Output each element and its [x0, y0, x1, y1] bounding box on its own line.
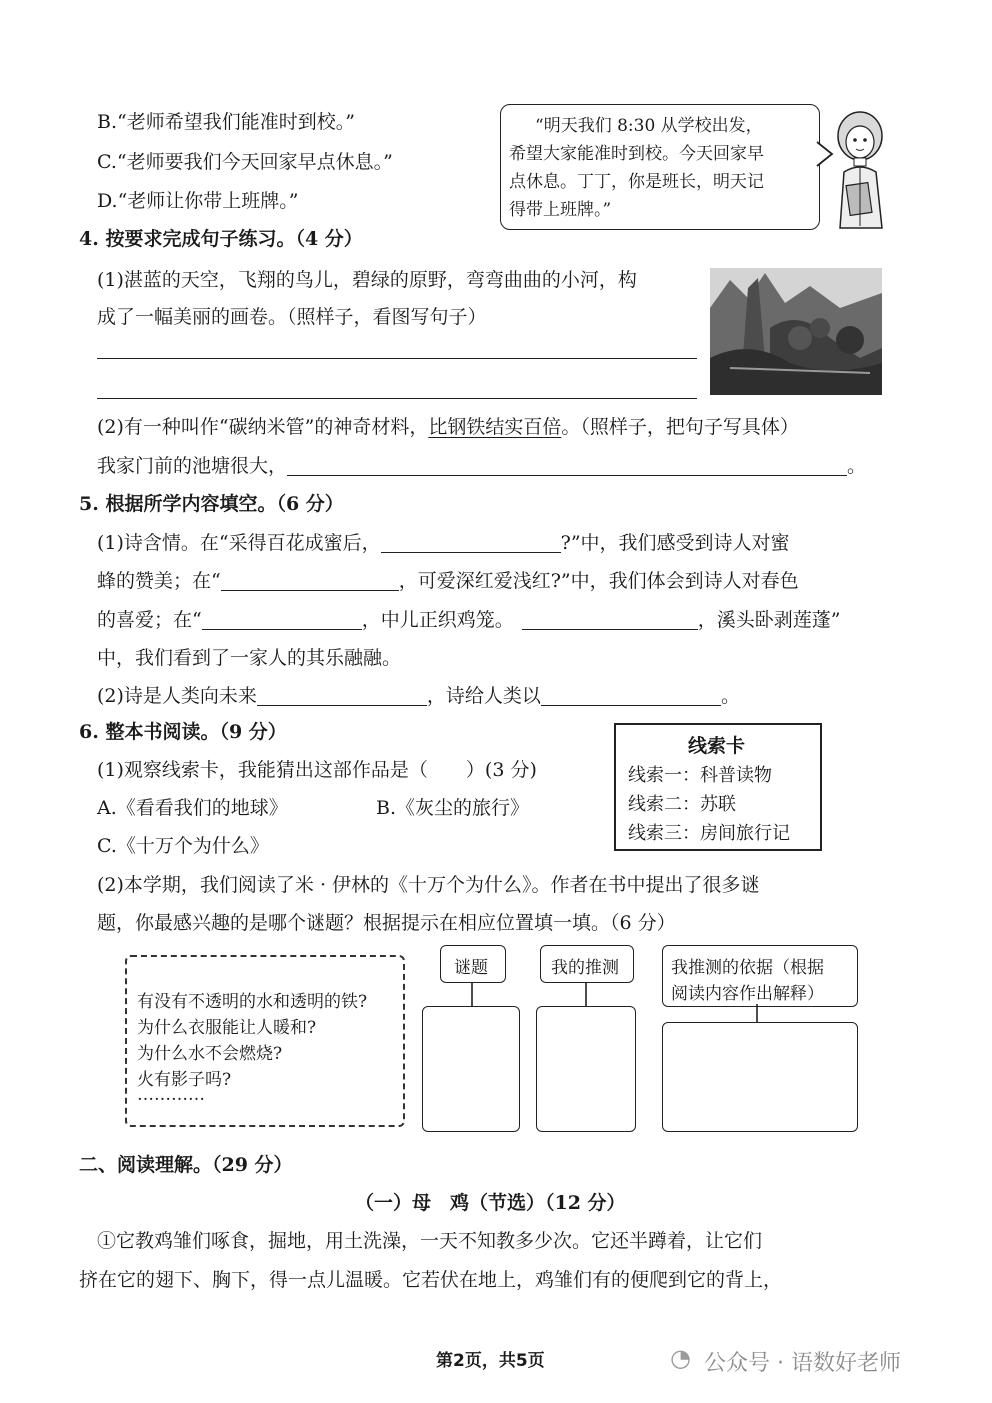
q4-part2-answer-row — [97, 451, 866, 478]
q5-l1-text-b: ?”中，我们感受到诗人对蜜 — [560, 532, 790, 554]
q5-l1-text-a: (1)诗含情。在“采得百花成蜜后， — [97, 532, 381, 554]
riddle-label: 谜题 — [454, 958, 488, 978]
riddle-list-box — [125, 955, 405, 1127]
option-d: D.“老师让你带上班牌。” — [97, 190, 299, 212]
q5-blank-3[interactable] — [202, 609, 362, 630]
q5-l3-text-c: ，溪头卧剥莲蓬” — [697, 609, 841, 631]
bubble-line-4: 得带上班牌。” — [509, 200, 612, 220]
page-number: 第2页，共5页 — [436, 1351, 545, 1371]
clue-item-1: 线索一：科普读物 — [628, 765, 772, 786]
q5-line-5 — [97, 681, 740, 708]
q5-blank-6[interactable] — [541, 685, 721, 706]
q4-part2-suffix: 。（照样子，把句子写具体） — [561, 416, 799, 438]
clue-card-title: 线索卡 — [688, 735, 746, 757]
bubble-line-2: 希望大家能准时到校。今天回家早 — [509, 144, 764, 164]
riddle-item-ellipsis: ………… — [137, 1085, 205, 1105]
bubble-line-3: 点休息。丁丁，你是班长，明天记 — [509, 172, 764, 192]
q5-line-1 — [97, 528, 790, 555]
q5-blank-2[interactable] — [221, 570, 399, 591]
q6-part2-line1: (2)本学期，我们阅读了米 · 伊林的《十万个为什么》。作者在书中提出了很多谜 — [97, 874, 760, 896]
q5-l3-text-b: ，中儿正织鸡笼。 — [361, 609, 514, 631]
bubble-line-1: “明天我们 8:30 从学校出发， — [535, 116, 763, 136]
q5-l5-text-a: (2)诗是人类向未来 — [97, 685, 257, 707]
q4-part1-line1: (1)湛蓝的天空，飞翔的鸟儿，碧绿的原野，弯弯曲曲的小河，构 — [97, 269, 637, 291]
option-c: C.“老师要我们今天回家早点休息。” — [97, 151, 393, 173]
q4-answer-line-2[interactable] — [97, 398, 697, 399]
guess-label-box — [540, 945, 634, 983]
q5-l5-text-c: 。 — [720, 685, 740, 707]
riddle-label-box — [440, 945, 506, 983]
q6-part2-line2: 题，你最感兴趣的是哪个谜题？根据提示在相应位置填一填。（6 分） — [97, 912, 676, 934]
clue-item-3: 线索三：房间旅行记 — [628, 823, 790, 844]
clue-card — [614, 723, 822, 851]
wechat-icon: ◔ — [670, 1344, 691, 1372]
q5-blank-5[interactable] — [257, 685, 427, 706]
passage-line-2: 挤在它的翅下、胸下，得一点儿温暖。它若伏在地上，鸡雏们有的便爬到它的背上， — [79, 1269, 783, 1291]
q4-part1-line2: 成了一幅美丽的画卷。（照样子，看图写句子） — [97, 306, 487, 328]
q5-blank-1[interactable] — [381, 532, 561, 553]
teacher-speech-bubble — [500, 104, 820, 230]
q5-title: 5. 根据所学内容填空。（6 分） — [79, 493, 344, 515]
riddle-item-1: 有没有不透明的水和透明的铁? — [137, 992, 368, 1012]
clue-item-2: 线索二：苏联 — [628, 794, 736, 815]
q4-title: 4. 按要求完成句子练习。（4 分） — [79, 228, 363, 250]
q6-title: 6. 整本书阅读。（9 分） — [79, 721, 287, 743]
guess-answer-box[interactable] — [536, 1006, 636, 1132]
q6-option-b[interactable]: B.《灰尘的旅行》 — [376, 797, 530, 819]
q6-option-c[interactable]: C.《十万个为什么》 — [97, 835, 269, 857]
q4-part2-answer-blank[interactable] — [287, 455, 847, 476]
q4-answer-line-1[interactable] — [97, 358, 697, 359]
q4-part2 — [97, 412, 799, 439]
section-2-title: 二、阅读理解。（29 分） — [79, 1154, 293, 1176]
riddle-item-2: 为什么衣服能让人暖和? — [137, 1018, 317, 1038]
guess-label: 我的推测 — [551, 958, 619, 978]
basis-answer-box[interactable] — [662, 1022, 858, 1132]
q5-l3-text-a: 的喜爱；在“ — [97, 609, 202, 631]
passage-title: （一）母 鸡（节选）（12 分） — [355, 1192, 626, 1214]
watermark-text: 公众号 · 语数好老师 — [704, 1351, 901, 1376]
landscape-photo — [710, 268, 882, 395]
q5-l5-text-b: ，诗给人类以 — [426, 685, 541, 707]
basis-label-line-2: 阅读内容作出解释） — [671, 984, 824, 1004]
basis-label-box — [662, 945, 858, 1007]
basis-label-line-1: 我推测的依据（根据 — [671, 958, 824, 978]
q5-l2-text-a: 蜂的赞美；在“ — [97, 570, 221, 592]
q4-part2-period: 。 — [847, 455, 867, 477]
q5-line-3 — [97, 605, 840, 632]
q5-blank-4[interactable] — [522, 609, 698, 630]
q6-part1: (1)观察线索卡，我能猜出这部作品是（ ）(3 分) — [97, 759, 537, 781]
q4-part2-answer-prefix: 我家门前的池塘很大， — [97, 455, 288, 477]
q4-part2-underlined: 比钢铁结实百倍 — [428, 416, 562, 438]
riddle-item-3: 为什么水不会燃烧? — [137, 1044, 283, 1064]
riddle-answer-box[interactable] — [422, 1006, 520, 1132]
q6-option-a[interactable]: A.《看看我们的地球》 — [97, 797, 288, 819]
q5-line-4: 中，我们看到了一家人的其乐融融。 — [97, 647, 402, 669]
teacher-illustration — [830, 106, 892, 232]
option-b: B.“老师希望我们能准时到校。” — [97, 111, 355, 133]
q4-part2-prefix: (2)有一种叫作“碳纳米管”的神奇材料， — [97, 416, 429, 438]
passage-line-1: ①它教鸡雏们啄食，掘地，用土洗澡，一天不知教多少次。它还半蹲着，让它们 — [97, 1230, 763, 1252]
q5-l2-text-b: ，可爱深红爱浅红?”中，我们体会到诗人对春色 — [398, 570, 799, 592]
q5-line-2 — [97, 566, 799, 593]
riddle-item-4: 火有影子吗? — [137, 1070, 232, 1090]
basis-connector — [752, 1004, 762, 1024]
